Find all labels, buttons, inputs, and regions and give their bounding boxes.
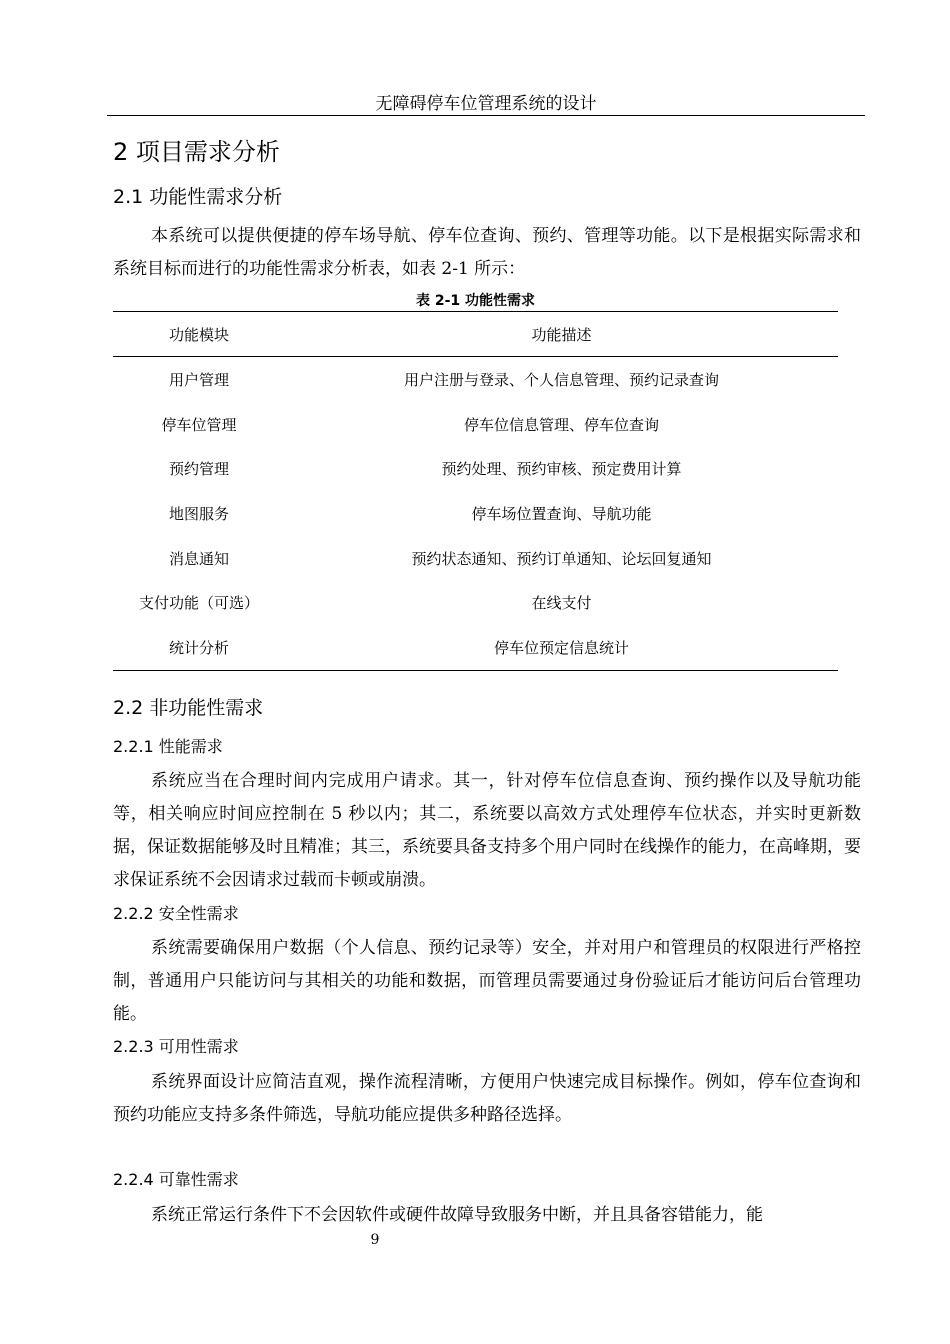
table-row: [113, 536, 838, 581]
section-2-2-3-paragraph: 系统界面设计应简洁直观，操作流程清晰，方便用户快速完成目标操作。例如，停车位查询和预约功能应支持多条件筛选，导航功能应提供多种路径选择。: [113, 1072, 861, 1125]
section-2-2-2-paragraph: 系统需要确保用户数据（个人信息、预约记录等）安全，并对用户和管理员的权限进行严格控制，普通用户只能访问与其相关的功能和数据，而管理员需要通过身份验证后才能访问后台管理功能。: [113, 938, 861, 1024]
section-2-2-title: 2.2 非功能性需求: [113, 697, 264, 719]
section-2-2-4-title: 2.2.4 可靠性需求: [113, 1170, 239, 1189]
table-cell-module: 停车位管理: [161, 415, 237, 434]
table-cell-module: 支付功能（可选）: [138, 594, 259, 613]
section-2-2-4-paragraph: 系统正常运行条件下不会因软件或硬件故障导致服务中断，并且具备容错能力，能: [151, 1205, 763, 1225]
table-row: [113, 357, 838, 402]
table-header-row: [113, 312, 838, 357]
table-cell-module: 预约管理: [168, 460, 229, 479]
table-row: [113, 625, 838, 670]
section-2-2-2-title: 2.2.2 安全性需求: [113, 904, 239, 923]
table-cell-description: 停车场位置查询、导航功能: [471, 504, 652, 523]
section-2-1-title: 2.1 功能性需求分析: [113, 186, 283, 208]
running-header: 无障碍停车位管理系统的设计: [375, 94, 597, 114]
header-rule: [107, 115, 865, 116]
table-caption: 表 2-1 功能性需求: [415, 293, 536, 309]
chapter-title: 2 项目需求分析: [113, 138, 280, 166]
table-cell-description: 预约处理、预约审核、预定费用计算: [441, 460, 682, 479]
table-header-module: 功能模块: [168, 325, 229, 344]
section-2-1-paragraph: 本系统可以提供便捷的停车场导航、停车位查询、预约、管理等功能。以下是根据实际需求和系统目标而进行的功能性需求分析表，如表 2-1 所示：: [113, 226, 861, 279]
page-number: 9: [370, 1232, 380, 1248]
table-row: [113, 491, 838, 536]
table-cell-description: 停车位预定信息统计: [493, 638, 629, 657]
section-2-2-1-title: 2.2.1 性能需求: [113, 737, 223, 756]
table-header-description: 功能描述: [531, 325, 592, 344]
table-row: [113, 446, 838, 491]
table-cell-module: 用户管理: [168, 370, 229, 389]
table-cell-module: 地图服务: [168, 504, 229, 523]
requirements-table: [113, 311, 838, 671]
table-cell-description: 停车位信息管理、停车位查询: [463, 415, 659, 434]
section-2-2-3-title: 2.2.3 可用性需求: [113, 1037, 239, 1056]
section-2-2-1-paragraph: 系统应当在合理时间内完成用户请求。其一，针对停车位信息查询、预约操作以及导航功能等，相关响应时间应控制在 5 秒以内；其二，系统要以高效方式处理停车位状态，并实时更新数据，保证数据能够及时且精准；其三，系统要具备支持多个用户同时在线操作的能力，在高峰期，要求保证系统不会因请求过载而卡顿或崩溃。: [113, 771, 861, 890]
table-cell-description: 预约状态通知、预约订单通知、论坛回复通知: [411, 549, 712, 568]
table-cell-description: 用户注册与登录、个人信息管理、预约记录查询: [403, 370, 719, 389]
table-cell-module: 消息通知: [168, 549, 229, 568]
table-cell-description: 在线支付: [531, 594, 592, 613]
table-row: [113, 402, 838, 447]
table-cell-module: 统计分析: [168, 638, 229, 657]
table-row: [113, 580, 838, 625]
